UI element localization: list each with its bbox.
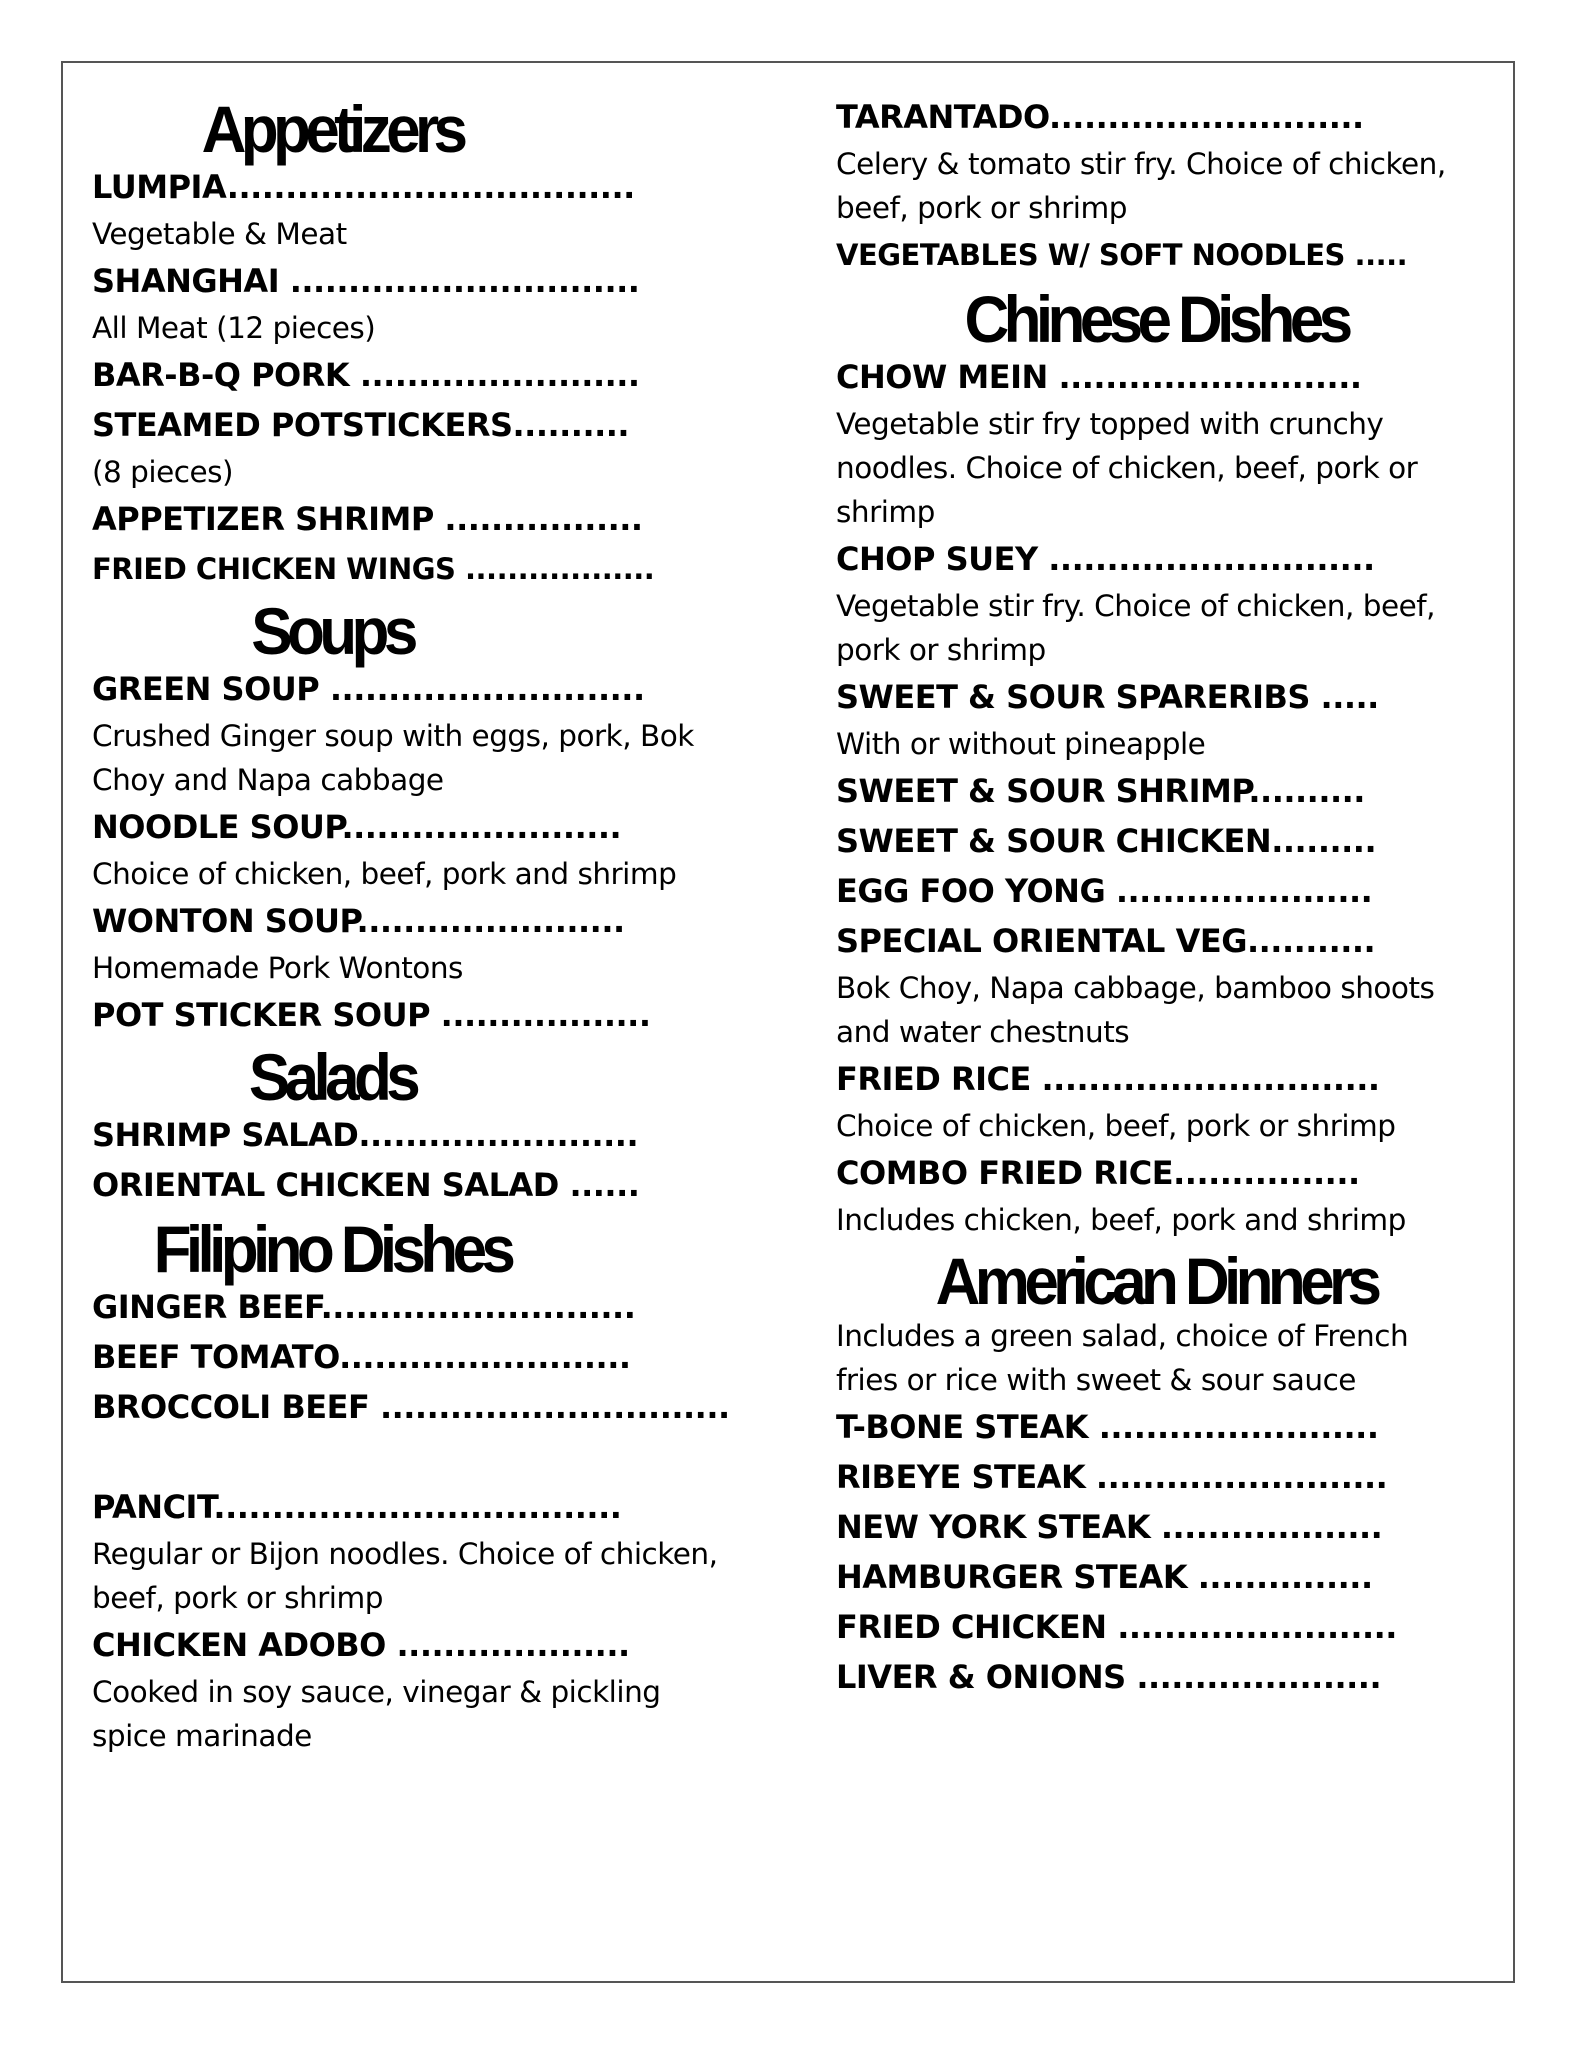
- section-title-salads: Salads: [248, 1040, 416, 1114]
- menu-item-fried-rice: FRIED RICE .............................: [836, 1060, 1380, 1098]
- left-column: [92, 92, 752, 1758]
- menu-item-oriental-chicken-salad: ORIENTAL CHICKEN SALAD ......: [92, 1166, 640, 1204]
- menu-item-noodle-soup: NOODLE SOUP........................: [92, 808, 622, 846]
- menu-item-tarantado: TARANTADO...........................: [836, 98, 1364, 136]
- menu-item-steamed-potstickers: STEAMED POTSTICKERS..........: [92, 406, 630, 444]
- menu-item-new-york-steak: NEW YORK STEAK ...................: [836, 1508, 1383, 1546]
- menu-item-broccoli-beef: BROCCOLI BEEF ..............................: [92, 1388, 730, 1426]
- section-title-appetizers: Appetizers: [201, 92, 463, 166]
- menu-item-fried-chicken: FRIED CHICKEN ........................: [836, 1608, 1397, 1646]
- menu-item-description: Bok Choy, Napa cabbage, bamboo shoots and water chestnuts: [836, 971, 1435, 1049]
- menu-item-sweet-sour-shrimp: SWEET & SOUR SHRIMP..........: [836, 772, 1365, 810]
- menu-item-chicken-adobo: CHICKEN ADOBO ....................: [92, 1626, 630, 1664]
- menu-item-special-oriental-veg: SPECIAL ORIENTAL VEG...........: [836, 922, 1376, 960]
- chinese-list: [836, 352, 1476, 1242]
- menu-item-sweet-sour-chicken: SWEET & SOUR CHICKEN.........: [836, 822, 1377, 860]
- menu-item-bbq-pork: BAR-B-Q PORK ........................: [92, 356, 640, 394]
- appetizers-list: [92, 162, 752, 594]
- salads-list: [92, 1110, 752, 1210]
- menu-item-combo-fried-rice: COMBO FRIED RICE................: [836, 1154, 1360, 1192]
- menu-item-ribeye-steak: RIBEYE STEAK .........................: [836, 1458, 1388, 1496]
- menu-item-lumpia: LUMPIA...................................: [92, 168, 635, 206]
- menu-item-description: (8 pieces): [92, 455, 233, 489]
- menu-item-wonton-soup: WONTON SOUP.......................: [92, 902, 625, 940]
- menu-item-description: Celery & tomato stir fry. Choice of chicken, beef, pork or shrimp: [836, 147, 1446, 225]
- american-list: [836, 1314, 1476, 1702]
- menu-item-vegetables-soft-noodles: VEGETABLES W/ SOFT NOODLES .....: [836, 238, 1408, 272]
- menu-item-sweet-sour-spareribs: SWEET & SOUR SPARERIBS .....: [836, 678, 1379, 716]
- top-list: [836, 92, 1476, 280]
- menu-item-shanghai: SHANGHAI ..............................: [92, 262, 640, 300]
- section-title-filipino-dishes: Filipino Dishes: [153, 1212, 511, 1286]
- section-title-chinese-dishes: Chinese Dishes: [964, 282, 1348, 356]
- spacer: [92, 1432, 752, 1482]
- menu-item-description: All Meat (12 pieces): [92, 311, 376, 345]
- menu-item-description: Homemade Pork Wontons: [92, 951, 463, 985]
- menu-item-description: With or without pineapple: [836, 727, 1206, 761]
- menu-item-description: Vegetable stir fry topped with crunchy noodles. Choice of chicken, beef, pork or shrimp: [836, 407, 1418, 529]
- menu-item-pot-sticker-soup: POT STICKER SOUP ..................: [92, 996, 651, 1034]
- menu-item-t-bone-steak: T-BONE STEAK ........................: [836, 1408, 1379, 1446]
- menu-item-egg-foo-yong: EGG FOO YONG ......................: [836, 872, 1373, 910]
- section-intro: Includes a green salad, choice of French fries or rice with sweet & sour sauce: [836, 1319, 1409, 1397]
- menu-item-description: Crushed Ginger soup with eggs, pork, Bok Choy and Napa cabbage: [92, 719, 694, 797]
- menu-item-description: Cooked in soy sauce, vinegar & pickling spice marinade: [92, 1675, 661, 1753]
- filipino-list: [92, 1282, 752, 1758]
- menu-item-fried-chicken-wings: FRIED CHICKEN WINGS ..................: [92, 552, 655, 586]
- menu-item-chop-suey: CHOP SUEY ............................: [836, 540, 1375, 578]
- menu-item-description: Regular or Bijon noodles. Choice of chicken, beef, pork or shrimp: [92, 1537, 718, 1615]
- menu-item-description: Choice of chicken, beef, pork and shrimp: [92, 857, 677, 891]
- menu-item-beef-tomato: BEEF TOMATO.........................: [92, 1338, 631, 1376]
- menu-item-appetizer-shrimp: APPETIZER SHRIMP .................: [92, 500, 643, 538]
- menu-item-green-soup: GREEN SOUP ...........................: [92, 670, 645, 708]
- section-title-soups: Soups: [251, 594, 413, 668]
- menu-item-description: Vegetable stir fry. Choice of chicken, beef, pork or shrimp: [836, 589, 1436, 667]
- menu-item-liver-onions: LIVER & ONIONS .....................: [836, 1658, 1382, 1696]
- section-title-american-dinners: American Dinners: [935, 1244, 1377, 1318]
- right-column: [836, 92, 1476, 1702]
- menu-item-pancit: PANCIT...................................: [92, 1488, 622, 1526]
- menu-item-ginger-beef: GINGER BEEF...........................: [92, 1288, 636, 1326]
- menu-item-chow-mein: CHOW MEIN ..........................: [836, 358, 1362, 396]
- menu-item-description: Choice of chicken, beef, pork or shrimp: [836, 1109, 1396, 1143]
- menu-item-hamburger-steak: HAMBURGER STEAK ...............: [836, 1558, 1373, 1596]
- menu-item-description: Vegetable & Meat: [92, 217, 347, 251]
- menu-item-shrimp-salad: SHRIMP SALAD........................: [92, 1116, 639, 1154]
- menu-item-description: Includes chicken, beef, pork and shrimp: [836, 1203, 1406, 1237]
- soups-list: [92, 664, 752, 1040]
